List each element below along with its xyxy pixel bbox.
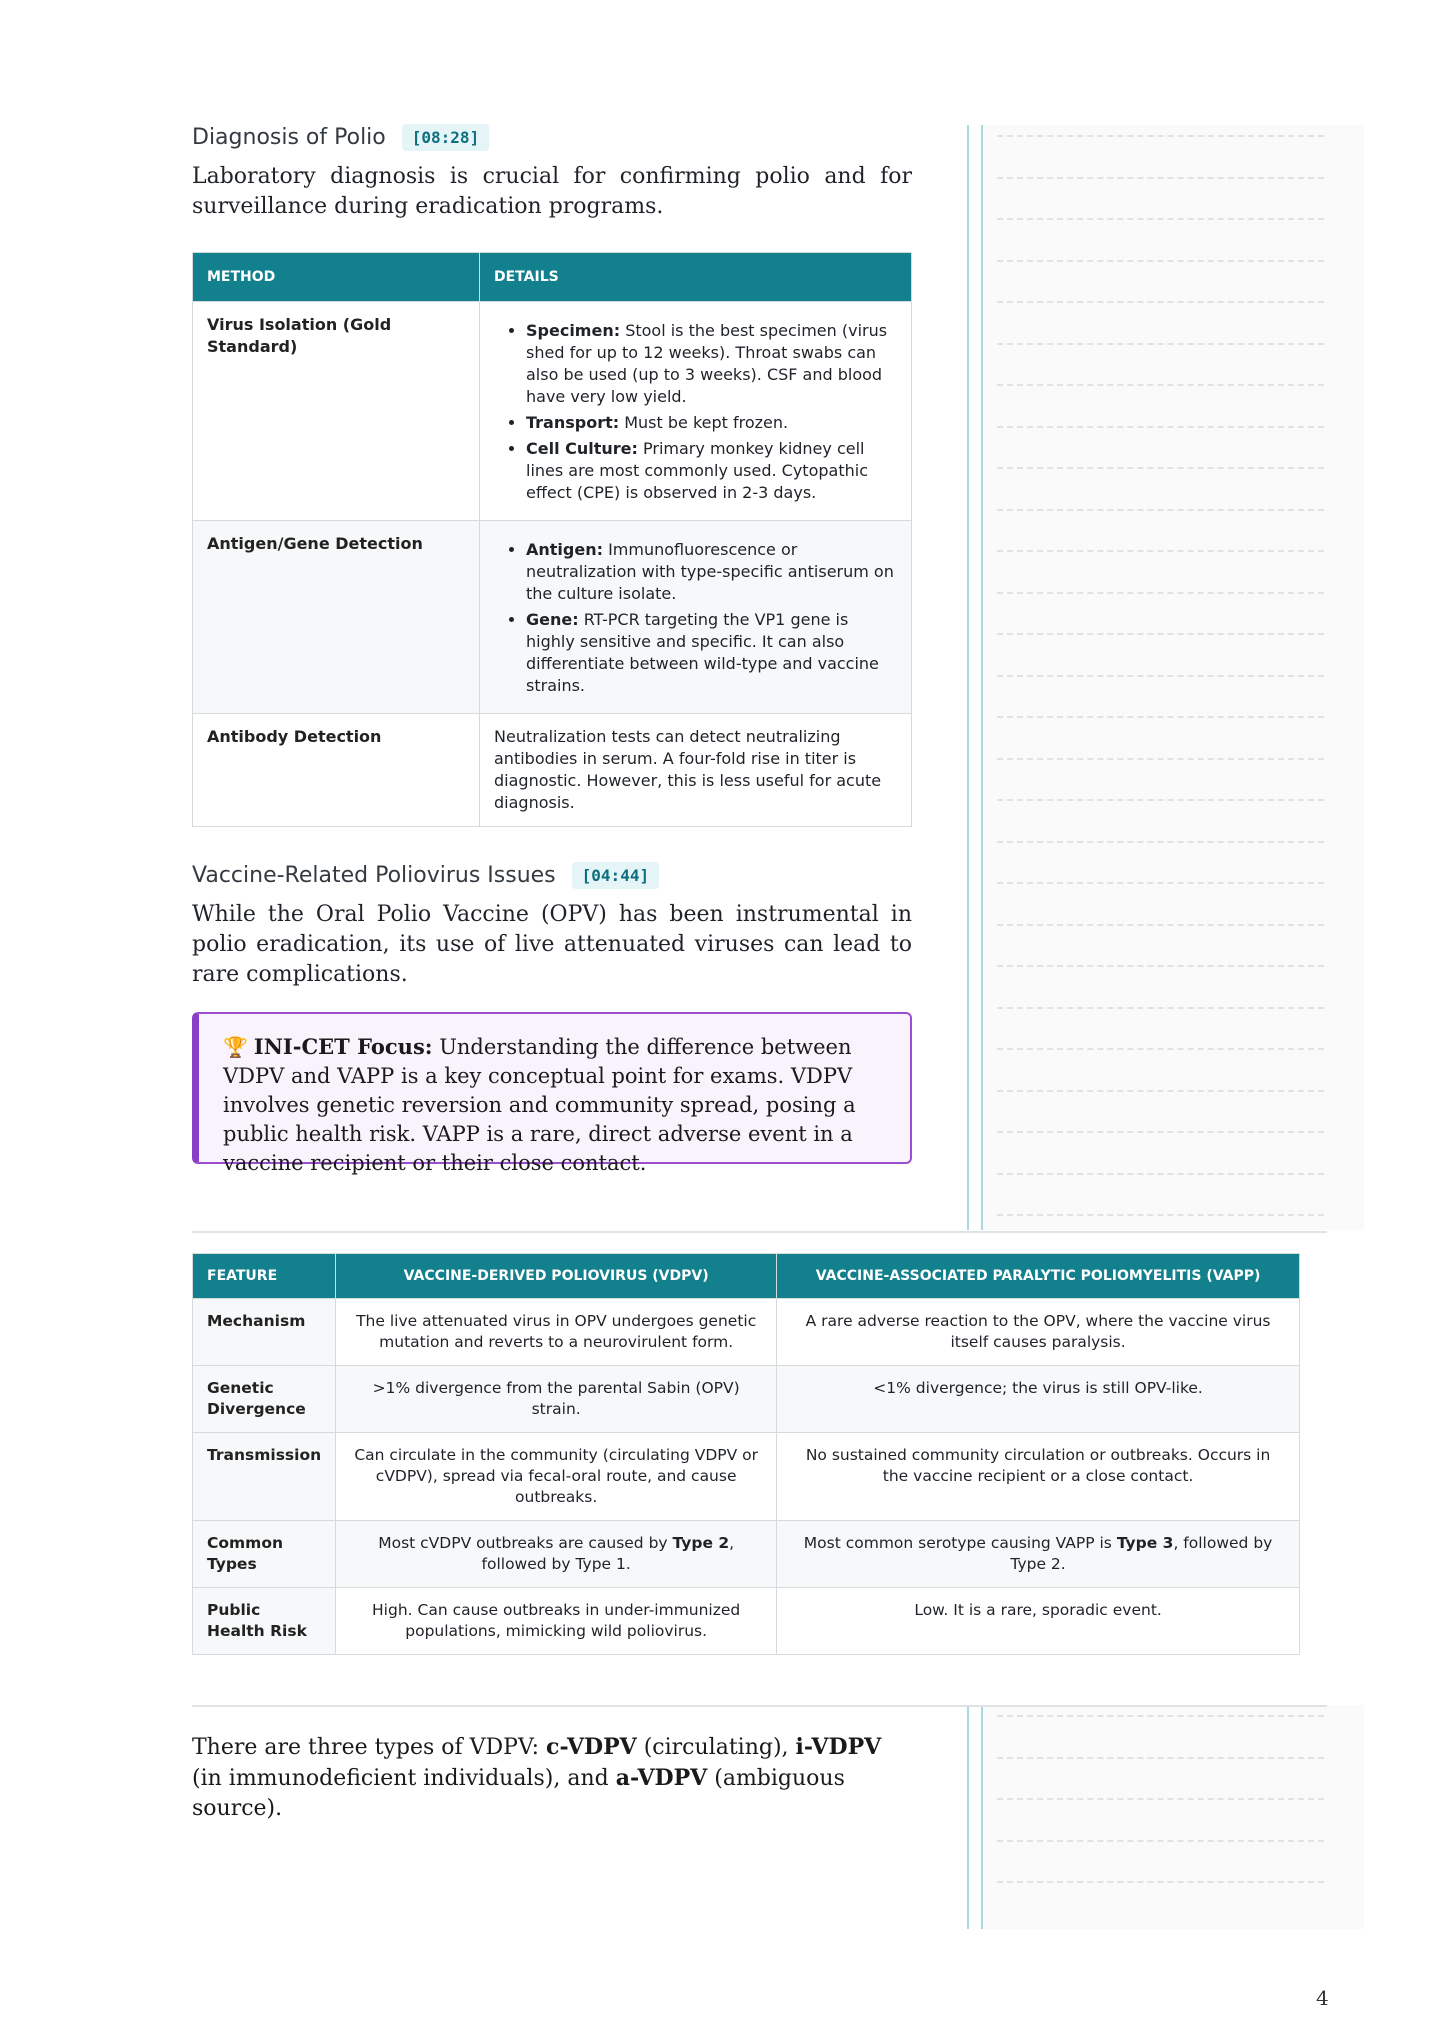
column-header: DETAILS xyxy=(480,253,912,302)
details-cell: Neutralization tests can detect neutralizing antibodies in serum. A four-fold rise in titer is diagnostic. However, this is less useful for acute diagnosis. xyxy=(480,714,912,827)
divider xyxy=(192,1231,1327,1233)
table-row xyxy=(193,521,912,714)
note-line xyxy=(997,633,1324,635)
focus-label: INI-CET Focus: xyxy=(253,1034,433,1059)
feature-cell: Mechanism xyxy=(193,1299,336,1366)
note-line xyxy=(997,550,1324,552)
table-row xyxy=(193,302,912,521)
note-line xyxy=(997,1090,1324,1092)
note-line xyxy=(997,1757,1324,1759)
method-cell: Antibody Detection xyxy=(193,714,480,827)
column-header: VACCINE-DERIVED POLIOVIRUS (VDPV) xyxy=(336,1254,777,1299)
note-line xyxy=(997,965,1324,967)
note-line xyxy=(997,177,1324,179)
note-line xyxy=(997,384,1324,386)
list-item: • Cell Culture: Primary monkey kidney cell lines are most commonly used. Cytopathic effect (CPE) is observed in 2-3 days. xyxy=(526,438,897,504)
note-line xyxy=(997,675,1324,677)
closing-paragraph: There are three types of VDPV: c-VDPV (circulating), i-VDPV (in immunodeficient individuals), and a-VDPV (ambiguous source). xyxy=(192,1734,882,1821)
note-line xyxy=(997,467,1324,469)
exam-focus-callout xyxy=(192,1012,912,1175)
note-line xyxy=(997,509,1324,511)
note-line xyxy=(997,1798,1324,1800)
vapp-cell: Low. It is a rare, sporadic event. xyxy=(777,1588,1300,1655)
note-line xyxy=(997,882,1324,884)
table-row xyxy=(193,1299,1300,1366)
diagnosis-table xyxy=(192,252,912,827)
note-line xyxy=(997,841,1324,843)
notes-column-bottom xyxy=(967,1705,1364,1929)
note-line xyxy=(997,592,1324,594)
table-row xyxy=(193,714,912,827)
vapp-cell: Most common serotype causing VAPP is Type 3, followed by Type 2. xyxy=(777,1521,1300,1588)
vdpv-cell: Most cVDPV outbreaks are caused by Type 2, followed by Type 1. xyxy=(336,1521,777,1588)
method-cell: Virus Isolation (Gold Standard) xyxy=(193,302,480,521)
note-line xyxy=(997,301,1324,303)
note-line xyxy=(997,1715,1324,1717)
vapp-cell: <1% divergence; the virus is still OPV-like. xyxy=(777,1366,1300,1433)
note-line xyxy=(997,426,1324,428)
vdpv-cell: The live attenuated virus in OPV undergoes genetic mutation and reverts to a neurovirulent form. xyxy=(336,1299,777,1366)
note-line xyxy=(997,343,1324,345)
note-line xyxy=(997,924,1324,926)
method-cell: Antigen/Gene Detection xyxy=(193,521,480,714)
divider xyxy=(192,1705,1327,1707)
trophy-icon: 🏆 xyxy=(223,1035,248,1059)
focus-text: Understanding the difference between VDPV and VAPP is a key conceptual point for exams. VDPV involves genetic reversion and community spread, posing a public health risk. VAPP is a rare, direct adverse event in a vaccine recipient or their close contact. xyxy=(223,1035,856,1175)
column-header: FEATURE xyxy=(193,1254,336,1299)
column-header: VACCINE-ASSOCIATED PARALYTIC POLIOMYELITIS (VAPP) xyxy=(777,1254,1300,1299)
note-line xyxy=(997,799,1324,801)
feature-cell: Common Types xyxy=(193,1521,336,1588)
note-line xyxy=(997,758,1324,760)
note-line xyxy=(997,1881,1324,1883)
note-line xyxy=(997,218,1324,220)
page-number: 4 xyxy=(1316,1986,1329,2010)
table-row xyxy=(193,1521,1300,1588)
details-cell xyxy=(480,302,912,521)
vapp-cell: No sustained community circulation or outbreaks. Occurs in the vaccine recipient or a close contact. xyxy=(777,1433,1300,1521)
note-line xyxy=(997,716,1324,718)
vdpv-vapp-comparison-table xyxy=(192,1253,1300,1655)
intro-paragraph: While the Oral Polio Vaccine (OPV) has been instrumental in polio eradication, its use of live attenuated viruses can lead to rare complications. xyxy=(192,902,912,987)
note-line xyxy=(997,1007,1324,1009)
note-line xyxy=(997,135,1324,137)
list-item: • Transport: Must be kept frozen. xyxy=(526,412,897,434)
section-title: Vaccine-Related Poliovirus Issues xyxy=(192,863,556,888)
notes-column xyxy=(967,125,1364,1230)
feature-cell: Genetic Divergence xyxy=(193,1366,336,1433)
vapp-cell: A rare adverse reaction to the OPV, where the vaccine virus itself causes paralysis. xyxy=(777,1299,1300,1366)
section-title: Diagnosis of Polio xyxy=(192,125,386,150)
note-line xyxy=(997,1048,1324,1050)
feature-cell: Transmission xyxy=(193,1433,336,1521)
vdpv-cell: >1% divergence from the parental Sabin (OPV) strain. xyxy=(336,1366,777,1433)
table-row xyxy=(193,1433,1300,1521)
timestamp-badge[interactable]: [04:44] xyxy=(572,862,659,889)
vdpv-cell: Can circulate in the community (circulating VDPV or cVDPV), spread via fecal-oral route, and cause outbreaks. xyxy=(336,1433,777,1521)
details-cell xyxy=(480,521,912,714)
note-line xyxy=(997,1840,1324,1842)
section-heading-vaccine xyxy=(192,862,659,889)
table-row xyxy=(193,1588,1300,1655)
feature-cell: Public Health Risk xyxy=(193,1588,336,1655)
note-line xyxy=(997,1173,1324,1175)
vdpv-cell: High. Can cause outbreaks in under-immunized populations, mimicking wild poliovirus. xyxy=(336,1588,777,1655)
section-heading-diagnosis xyxy=(192,124,489,151)
list-item: • Gene: RT-PCR targeting the VP1 gene is highly sensitive and specific. It can also differentiate between wild-type and vaccine strains. xyxy=(526,609,897,697)
list-item: • Specimen: Stool is the best specimen (virus shed for up to 12 weeks). Throat swabs can also be used (up to 3 weeks). CSF and blood have very low yield. xyxy=(526,320,897,408)
intro-paragraph: Laboratory diagnosis is crucial for confirming polio and for surveillance during eradication programs. xyxy=(192,164,912,219)
list-item: • Antigen: Immunofluorescence or neutralization with type-specific antiserum on the culture isolate. xyxy=(526,539,897,605)
note-line xyxy=(997,260,1324,262)
note-line xyxy=(997,1131,1324,1133)
note-line xyxy=(997,1214,1324,1216)
timestamp-badge[interactable]: [08:28] xyxy=(402,124,489,151)
table-row xyxy=(193,1366,1300,1433)
column-header: METHOD xyxy=(193,253,480,302)
